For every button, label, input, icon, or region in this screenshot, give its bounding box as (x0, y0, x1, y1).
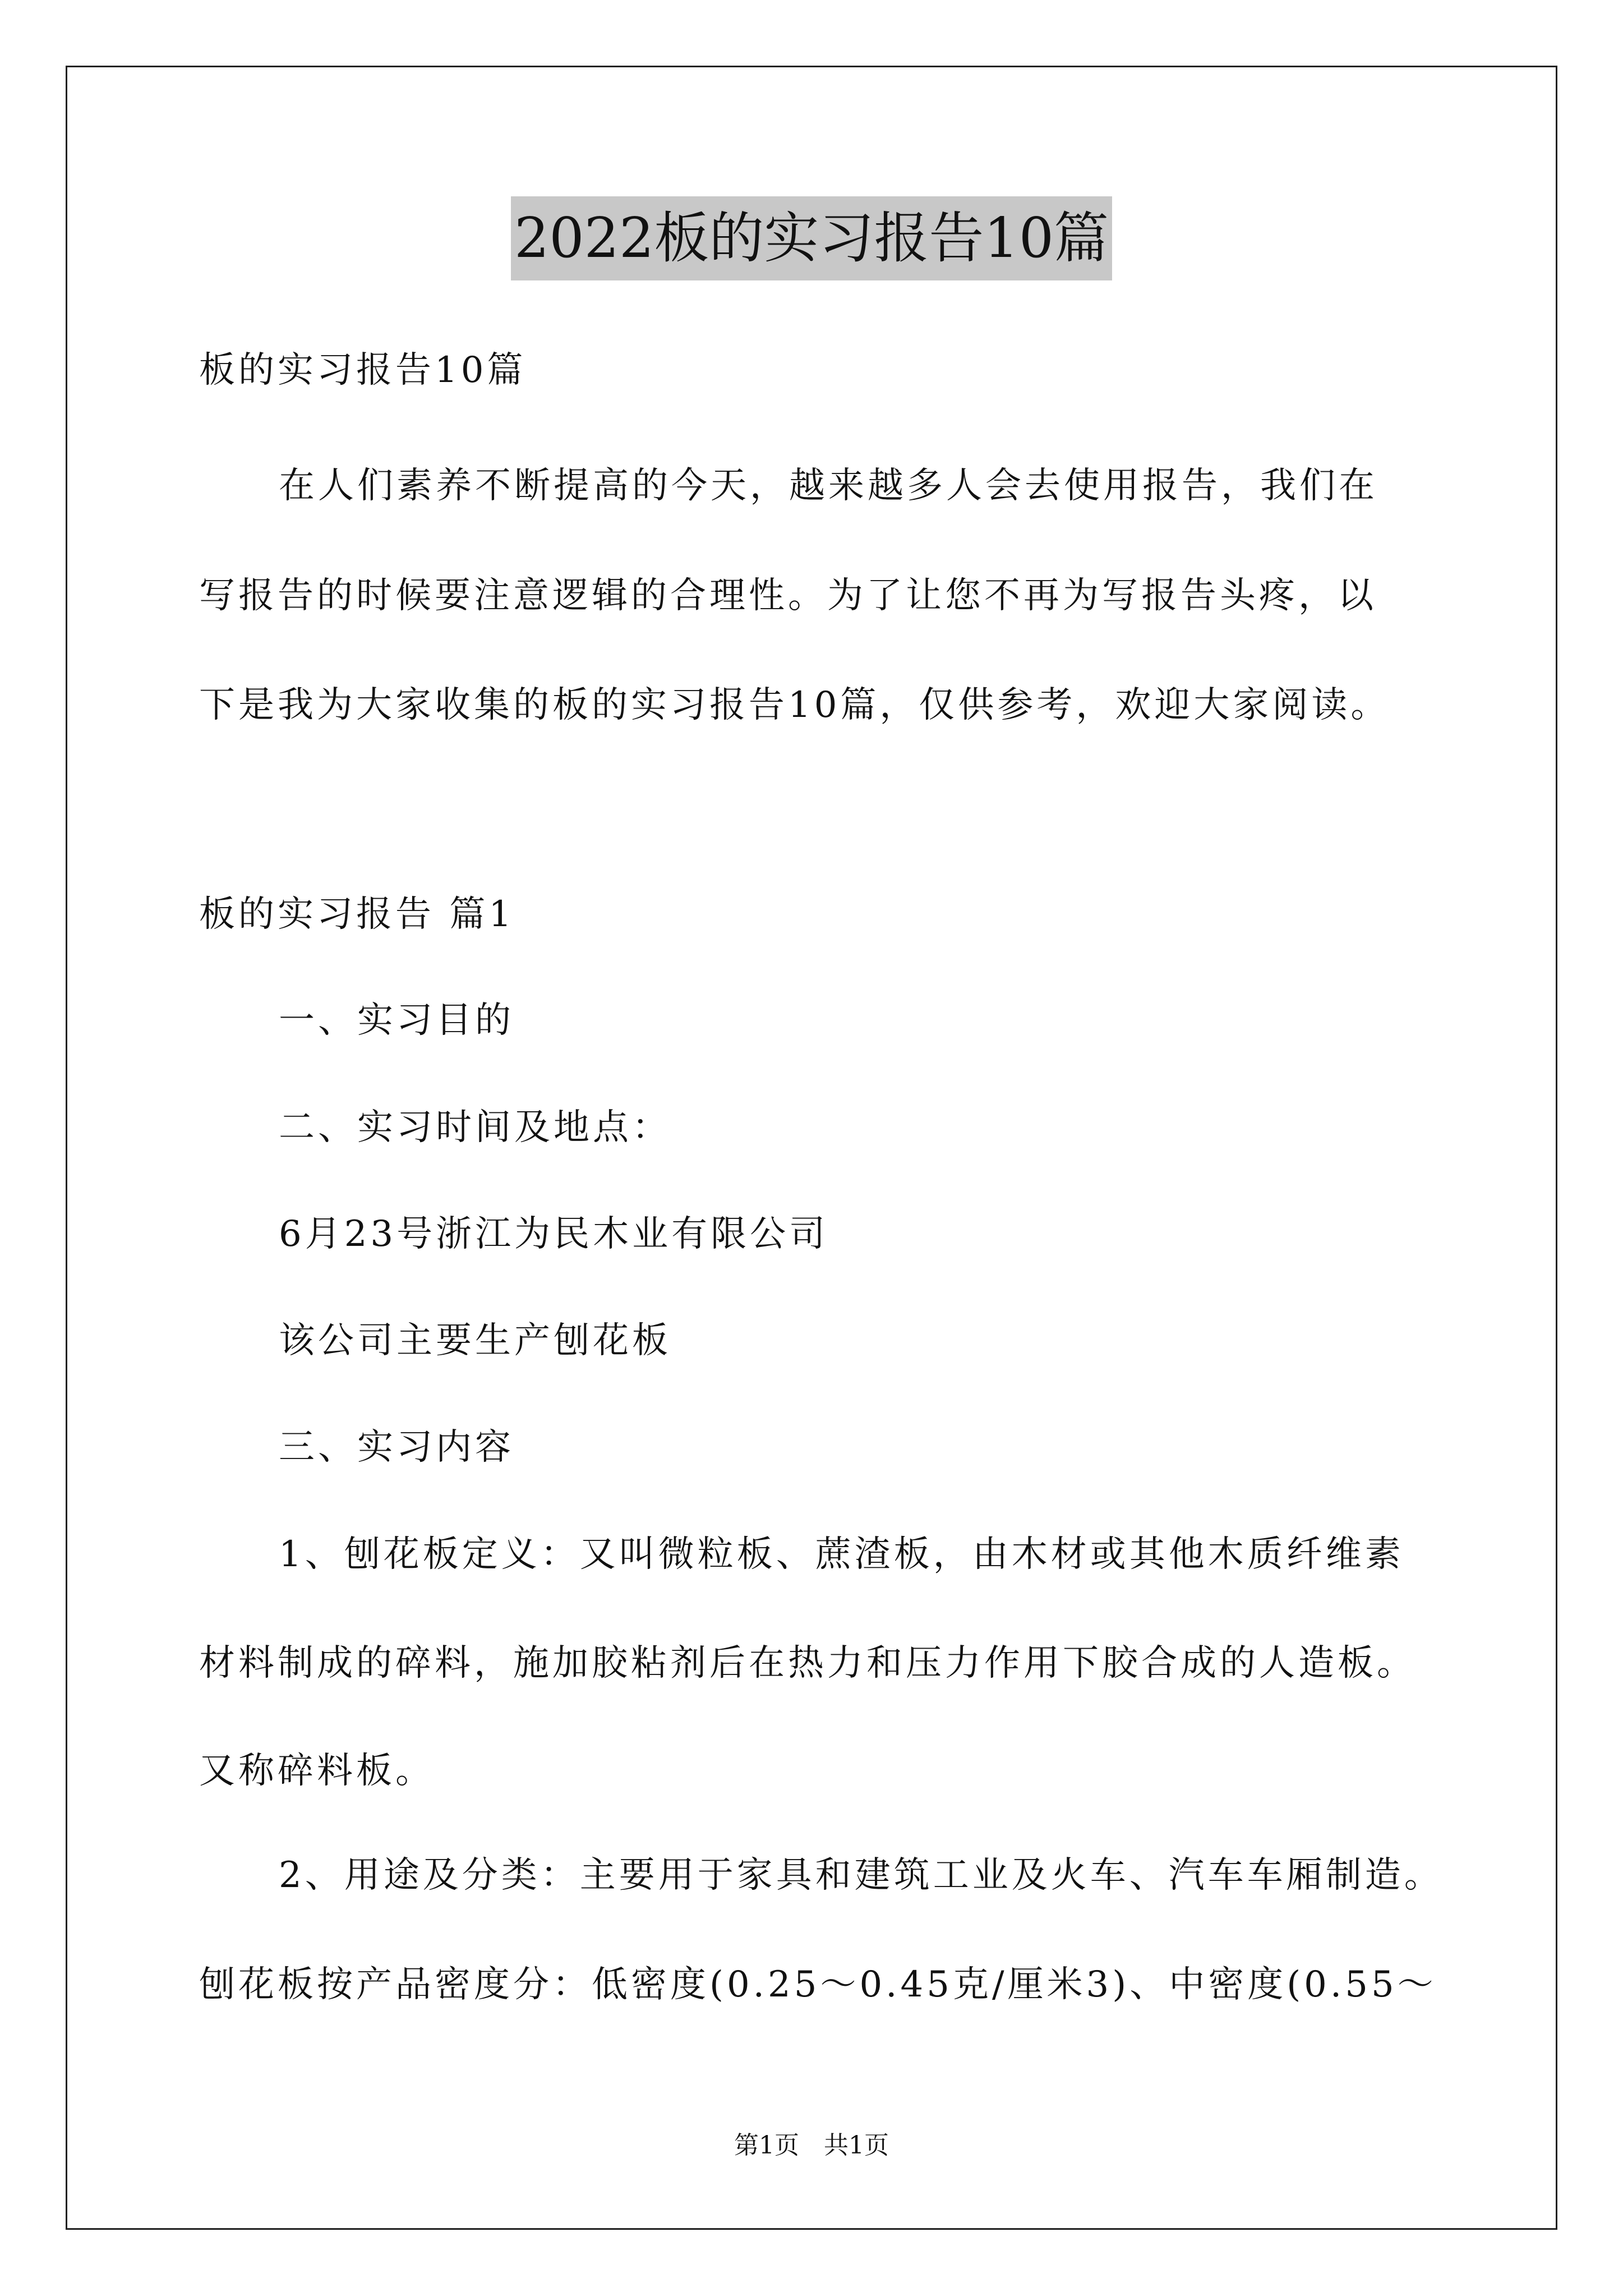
para1-line-2: 材料制成的碎料，施加胶粘剂后在热力和压力作用下胶合成的人造板。 (199, 1642, 1416, 1684)
list-item: 三、实习内容 (279, 1427, 514, 1468)
para1-line-1: 1、刨花板定义：又叫微粒板、蔗渣板，由木材或其他木质纤维素 (279, 1534, 1404, 1575)
list-item: 二、实习时间及地点： (279, 1107, 671, 1148)
intro-line-3: 下是我为大家收集的板的实习报告10篇，仅供参考，欢迎大家阅读。 (199, 684, 1390, 726)
subtitle: 板的实习报告10篇 (199, 349, 527, 391)
page-footer: 第1页 共1页 (734, 2131, 889, 2160)
document-title-text: 2022板的实习报告10篇 (511, 196, 1112, 280)
intro-line-2: 写报告的时候要注意逻辑的合理性。为了让您不再为写报告头疼，以 (199, 575, 1377, 616)
para2-line-2: 刨花板按产品密度分：低密度(0.25～0.45克/厘米3)、中密度(0.55～ (199, 1964, 1437, 2005)
para2-line-1: 2、用途及分类：主要用于家具和建筑工业及火车、汽车车厢制造。 (279, 1855, 1444, 1896)
intro-line-1: 在人们素养不断提高的今天，越来越多人会去使用报告，我们在 (279, 465, 1378, 507)
list-item: 一、实习目的 (279, 1000, 514, 1041)
para1-line-3: 又称碎料板。 (199, 1750, 435, 1792)
list-item: 6月23号浙江为民木业有限公司 (279, 1213, 829, 1255)
document-title (0, 196, 1623, 280)
list-item: 该公司主要生产刨花板 (279, 1320, 671, 1361)
section-heading: 板的实习报告 篇1 (199, 894, 515, 935)
